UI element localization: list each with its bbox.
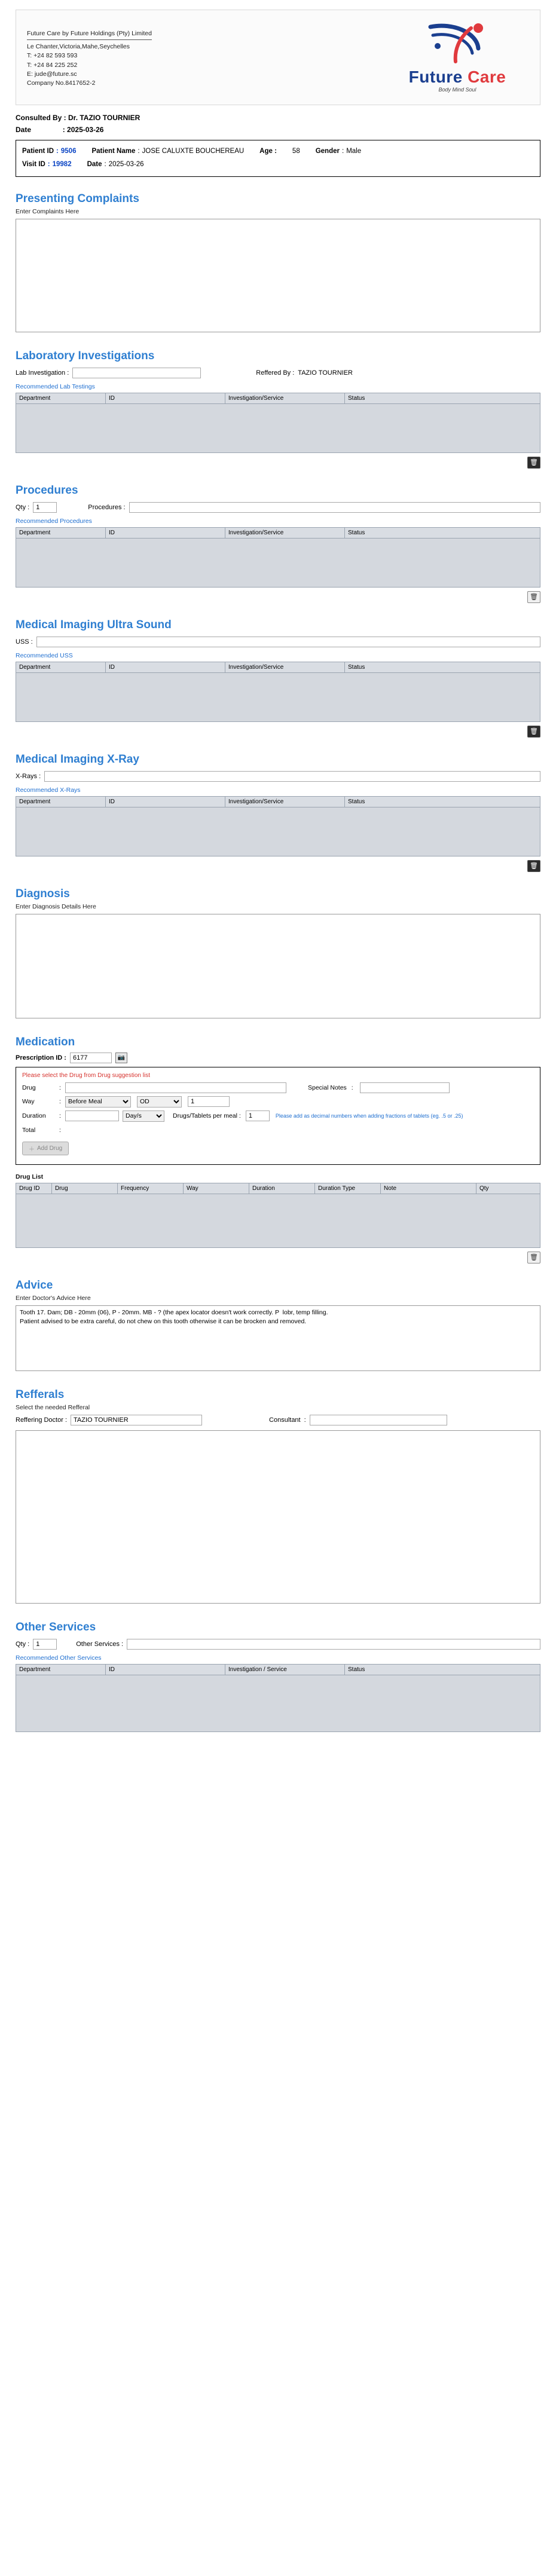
xray-heading: Medical Imaging X-Ray [16, 752, 139, 766]
trash-icon: 🗑 [530, 593, 538, 601]
add-drug-button[interactable] [22, 1142, 69, 1155]
way-select[interactable] [65, 1096, 131, 1108]
consultant-label: Consultant [269, 1416, 301, 1424]
referring-doctor-input[interactable] [71, 1415, 202, 1425]
recommended-other-services-label: Recommended Other Services [16, 1654, 102, 1662]
procedures-label: Procedures : [88, 503, 126, 511]
visit-date-separator: : [104, 160, 106, 168]
letterhead-address-block [27, 19, 152, 88]
logo-word-care: Care [468, 68, 506, 86]
company-registration-number: Company No.8417652-2 [27, 79, 96, 87]
lab-col-id: ID [106, 393, 225, 403]
xray-col-department: Department [16, 796, 106, 807]
lab-col-status: Status [345, 393, 540, 403]
logo-wordmark [386, 69, 529, 85]
patient-age-label: Age : [259, 148, 277, 155]
consult-date-line [16, 126, 540, 134]
lab-referred-by-label: Reffered By : [256, 369, 295, 377]
drug-col-qty: Qty [476, 1183, 540, 1194]
drug-col-note: Note [381, 1183, 476, 1194]
advice-sub: Enter Doctor's Advice Here [16, 1294, 91, 1302]
drug-col-drug: Drug [52, 1183, 118, 1194]
other-services-qty-label: Qty : [16, 1640, 30, 1648]
xray-col-status: Status [345, 796, 540, 807]
drug-col-frequency: Frequency [118, 1183, 184, 1194]
advice-heading: Advice [16, 1278, 53, 1292]
table-header-row [16, 1664, 540, 1675]
ultrasound-label: USS : [16, 638, 33, 645]
procedures-table [16, 527, 540, 539]
laboratory-investigations-heading: Laboratory Investigations [16, 349, 155, 362]
total-separator: : [59, 1126, 61, 1134]
ultrasound-empty-body [16, 673, 540, 722]
trash-icon: 🗑 [530, 459, 538, 467]
drug-col-way: Way [184, 1183, 249, 1194]
procedures-col-id: ID [106, 527, 225, 538]
company-tel-2: T: +24 84 225 252 [27, 61, 78, 69]
drug-list-table [16, 1183, 540, 1194]
other-services-qty-input[interactable] [33, 1639, 57, 1650]
consult-date-separator: : [62, 126, 65, 134]
uss-col-status: Status [345, 662, 540, 672]
total-label: Total [22, 1126, 36, 1134]
ultrasound-actions [16, 726, 540, 738]
duration-input[interactable] [65, 1110, 119, 1121]
visit-id-label: Visit ID [22, 160, 45, 168]
medication-heading: Medication [16, 1035, 75, 1048]
brand-logo [386, 19, 529, 93]
recommended-xrays-label: Recommended X-Rays [16, 786, 81, 794]
procedures-col-status: Status [345, 527, 540, 538]
other-services-empty-body [16, 1675, 540, 1732]
ultrasound-delete-button[interactable] [527, 726, 540, 738]
presenting-complaints-heading: Presenting Complaints [16, 192, 139, 205]
logo-swoosh-icon [389, 22, 526, 69]
special-notes-label: Special Notes [308, 1084, 347, 1091]
patient-id-separator: : [56, 148, 59, 155]
consulted-by-label: Consulted By : [16, 114, 66, 122]
referring-doctor-label: Reffering Doctor : [16, 1416, 68, 1424]
drugs-per-meal-input[interactable] [246, 1110, 270, 1121]
ultrasound-table [16, 662, 540, 673]
visit-date-label: Date [87, 160, 102, 168]
duration-label: Duration [22, 1112, 46, 1120]
consultant-separator: : [304, 1416, 306, 1424]
table-header-row [16, 1183, 540, 1194]
other-services-table [16, 1664, 540, 1675]
plus-icon: ＋ [29, 1146, 35, 1153]
diagnosis-input[interactable] [16, 914, 540, 1018]
xray-input[interactable] [44, 771, 540, 782]
frequency-select[interactable] [137, 1096, 182, 1108]
patient-id-value: 9506 [60, 148, 77, 155]
lab-investigation-label: Lab Investigation : [16, 369, 69, 377]
other-services-heading: Other Services [16, 1620, 96, 1633]
letterhead [16, 10, 540, 105]
advice-input[interactable] [16, 1305, 540, 1371]
diagnosis-heading: Diagnosis [16, 887, 70, 900]
visit-date-value: 2025-03-26 [108, 160, 144, 168]
drugs-per-meal-label: Drugs/Tablets per meal : [173, 1112, 241, 1120]
presenting-complaints-sub: Enter Complaints Here [16, 207, 80, 215]
drug-list-delete-button[interactable] [527, 1252, 540, 1263]
procedures-col-service: Investigation/Service [225, 527, 345, 538]
patient-info-row-1 [22, 145, 534, 158]
medication-warning-text: Please select the Drug from Drug suggestion list [22, 1072, 150, 1079]
way-label: Way [22, 1098, 35, 1106]
lab-actions [16, 457, 540, 469]
os-col-status: Status [345, 1664, 540, 1675]
patient-name-separator: : [138, 148, 140, 155]
consultant-input[interactable] [310, 1415, 447, 1425]
prescription-camera-icon[interactable] [115, 1053, 127, 1063]
os-col-service: Investigation / Service [225, 1664, 345, 1675]
xray-actions [16, 860, 540, 872]
drug-input[interactable] [65, 1082, 286, 1093]
xray-row [16, 771, 540, 782]
medication-entry-panel [16, 1067, 540, 1165]
drug-label: Drug [22, 1084, 36, 1091]
xray-col-service: Investigation/Service [225, 796, 345, 807]
decimal-hint-text: Please add as decimal numbers when adding fractions of tablets (eg. .5 or .25) [275, 1113, 463, 1119]
procedures-empty-body [16, 539, 540, 588]
procedures-actions [16, 591, 540, 603]
procedures-qty-input[interactable] [33, 502, 57, 513]
logo-word-future: Future [408, 68, 463, 86]
visit-id-value: 19982 [52, 160, 72, 168]
table-header-row [16, 393, 540, 403]
other-services-input[interactable] [127, 1639, 540, 1650]
diagnosis-sub: Enter Diagnosis Details Here [16, 902, 96, 910]
drug-separator: : [59, 1084, 61, 1091]
consultation-form-page [0, 10, 556, 1756]
duration-separator: : [59, 1112, 61, 1120]
prescription-id-input[interactable] [70, 1053, 112, 1063]
medication-duration-row [22, 1110, 534, 1122]
presenting-complaints-input[interactable] [16, 219, 540, 332]
os-col-department: Department [16, 1664, 106, 1675]
ultrasound-input[interactable] [36, 637, 540, 647]
lab-results-table [16, 393, 540, 404]
special-notes-separator: : [351, 1084, 353, 1091]
patient-gender-separator: : [341, 148, 344, 155]
procedures-col-department: Department [16, 527, 106, 538]
company-tel-1: T: +24 82 593 593 [27, 52, 78, 60]
uss-col-department: Department [16, 662, 106, 672]
drug-list-label: Drug List [16, 1173, 44, 1180]
patient-age-value: 58 [292, 148, 300, 155]
lab-referred-by-value: TAZIO TOURNIER [298, 369, 353, 377]
way-qty-input[interactable] [188, 1096, 230, 1107]
procedures-delete-button[interactable] [527, 591, 540, 603]
trash-icon: 🗑 [530, 728, 538, 736]
consulted-by-line [16, 114, 540, 122]
medication-drug-row [22, 1082, 534, 1093]
xray-label: X-Rays : [16, 772, 41, 780]
patient-name-label: Patient Name [91, 148, 136, 155]
logo-graphic [386, 22, 529, 69]
lab-investigation-input[interactable] [72, 368, 201, 378]
procedures-heading: Procedures [16, 484, 78, 497]
patient-info-row-2 [22, 158, 534, 172]
drug-col-duration-type: Duration Type [315, 1183, 381, 1194]
patient-gender-value: Male [346, 148, 362, 155]
company-email: E: jude@future.sc [27, 70, 77, 78]
company-address: Le Chanter,Victoria,Mahe,Seychelles [27, 43, 130, 51]
company-name: Future Care by Future Holdings (Pty) Limited [27, 29, 152, 40]
add-drug-label: Add Drug [37, 1145, 63, 1152]
uss-col-id: ID [106, 662, 225, 672]
duration-unit-select[interactable] [123, 1110, 164, 1122]
patient-gender-label: Gender [315, 148, 340, 155]
logo-tagline: Body Mind Soul [438, 87, 476, 93]
consulting-doctor-name: Dr. TAZIO TOURNIER [68, 114, 140, 122]
prescription-id-label: Prescription ID : [16, 1054, 66, 1061]
patient-info-bar [16, 140, 540, 177]
medication-total-row [22, 1125, 534, 1136]
lab-delete-button[interactable] [527, 457, 540, 469]
drug-col-id: Drug ID [16, 1183, 52, 1194]
medication-way-row [22, 1096, 534, 1108]
ultrasound-row [16, 637, 540, 647]
prescription-row [16, 1053, 540, 1063]
xray-delete-button[interactable] [527, 860, 540, 872]
drug-col-duration: Duration [249, 1183, 315, 1194]
recommended-procedures-label: Recommended Procedures [16, 517, 92, 525]
table-header-row [16, 662, 540, 672]
drug-list-actions [16, 1252, 540, 1263]
patient-name-value: JOSE CALUXTE BOUCHEREAU [142, 148, 245, 155]
trash-icon: 🗑 [530, 862, 538, 870]
procedures-input[interactable] [129, 502, 540, 513]
lab-investigation-row [16, 368, 540, 378]
way-separator: : [59, 1098, 61, 1106]
other-services-label: Other Services : [76, 1640, 124, 1648]
consult-date-label: Date [16, 126, 32, 134]
xray-col-id: ID [106, 796, 225, 807]
procedures-qty-label: Qty : [16, 503, 30, 511]
referrals-notes-input[interactable] [16, 1430, 540, 1604]
table-header-row [16, 527, 540, 538]
medication-action-row [22, 1142, 534, 1155]
special-notes-input[interactable] [360, 1082, 450, 1093]
procedures-row [16, 502, 540, 513]
consult-date-value: 2025-03-26 [67, 126, 104, 134]
ultrasound-heading: Medical Imaging Ultra Sound [16, 618, 172, 631]
referrals-sub: Select the needed Refferal [16, 1403, 90, 1411]
patient-id-label: Patient ID [22, 148, 54, 155]
other-services-row [16, 1639, 540, 1650]
lab-col-department: Department [16, 393, 106, 403]
xray-empty-body [16, 807, 540, 856]
os-col-id: ID [106, 1664, 225, 1675]
recommended-lab-testings-label: Recommended Lab Testings [16, 383, 95, 390]
camera-glyph: 📷 [117, 1054, 126, 1061]
visit-id-separator: : [47, 160, 50, 168]
table-header-row [16, 796, 540, 807]
trash-icon: 🗑 [530, 1254, 538, 1262]
recommended-uss-label: Recommended USS [16, 651, 73, 659]
drug-list-empty-body [16, 1194, 540, 1248]
lab-results-empty-body [16, 404, 540, 453]
lab-col-service: Investigation/Service [225, 393, 345, 403]
referring-doctor-row [16, 1415, 540, 1425]
referrals-heading: Refferals [16, 1388, 65, 1401]
xray-table [16, 796, 540, 807]
uss-col-service: Investigation/Service [225, 662, 345, 672]
